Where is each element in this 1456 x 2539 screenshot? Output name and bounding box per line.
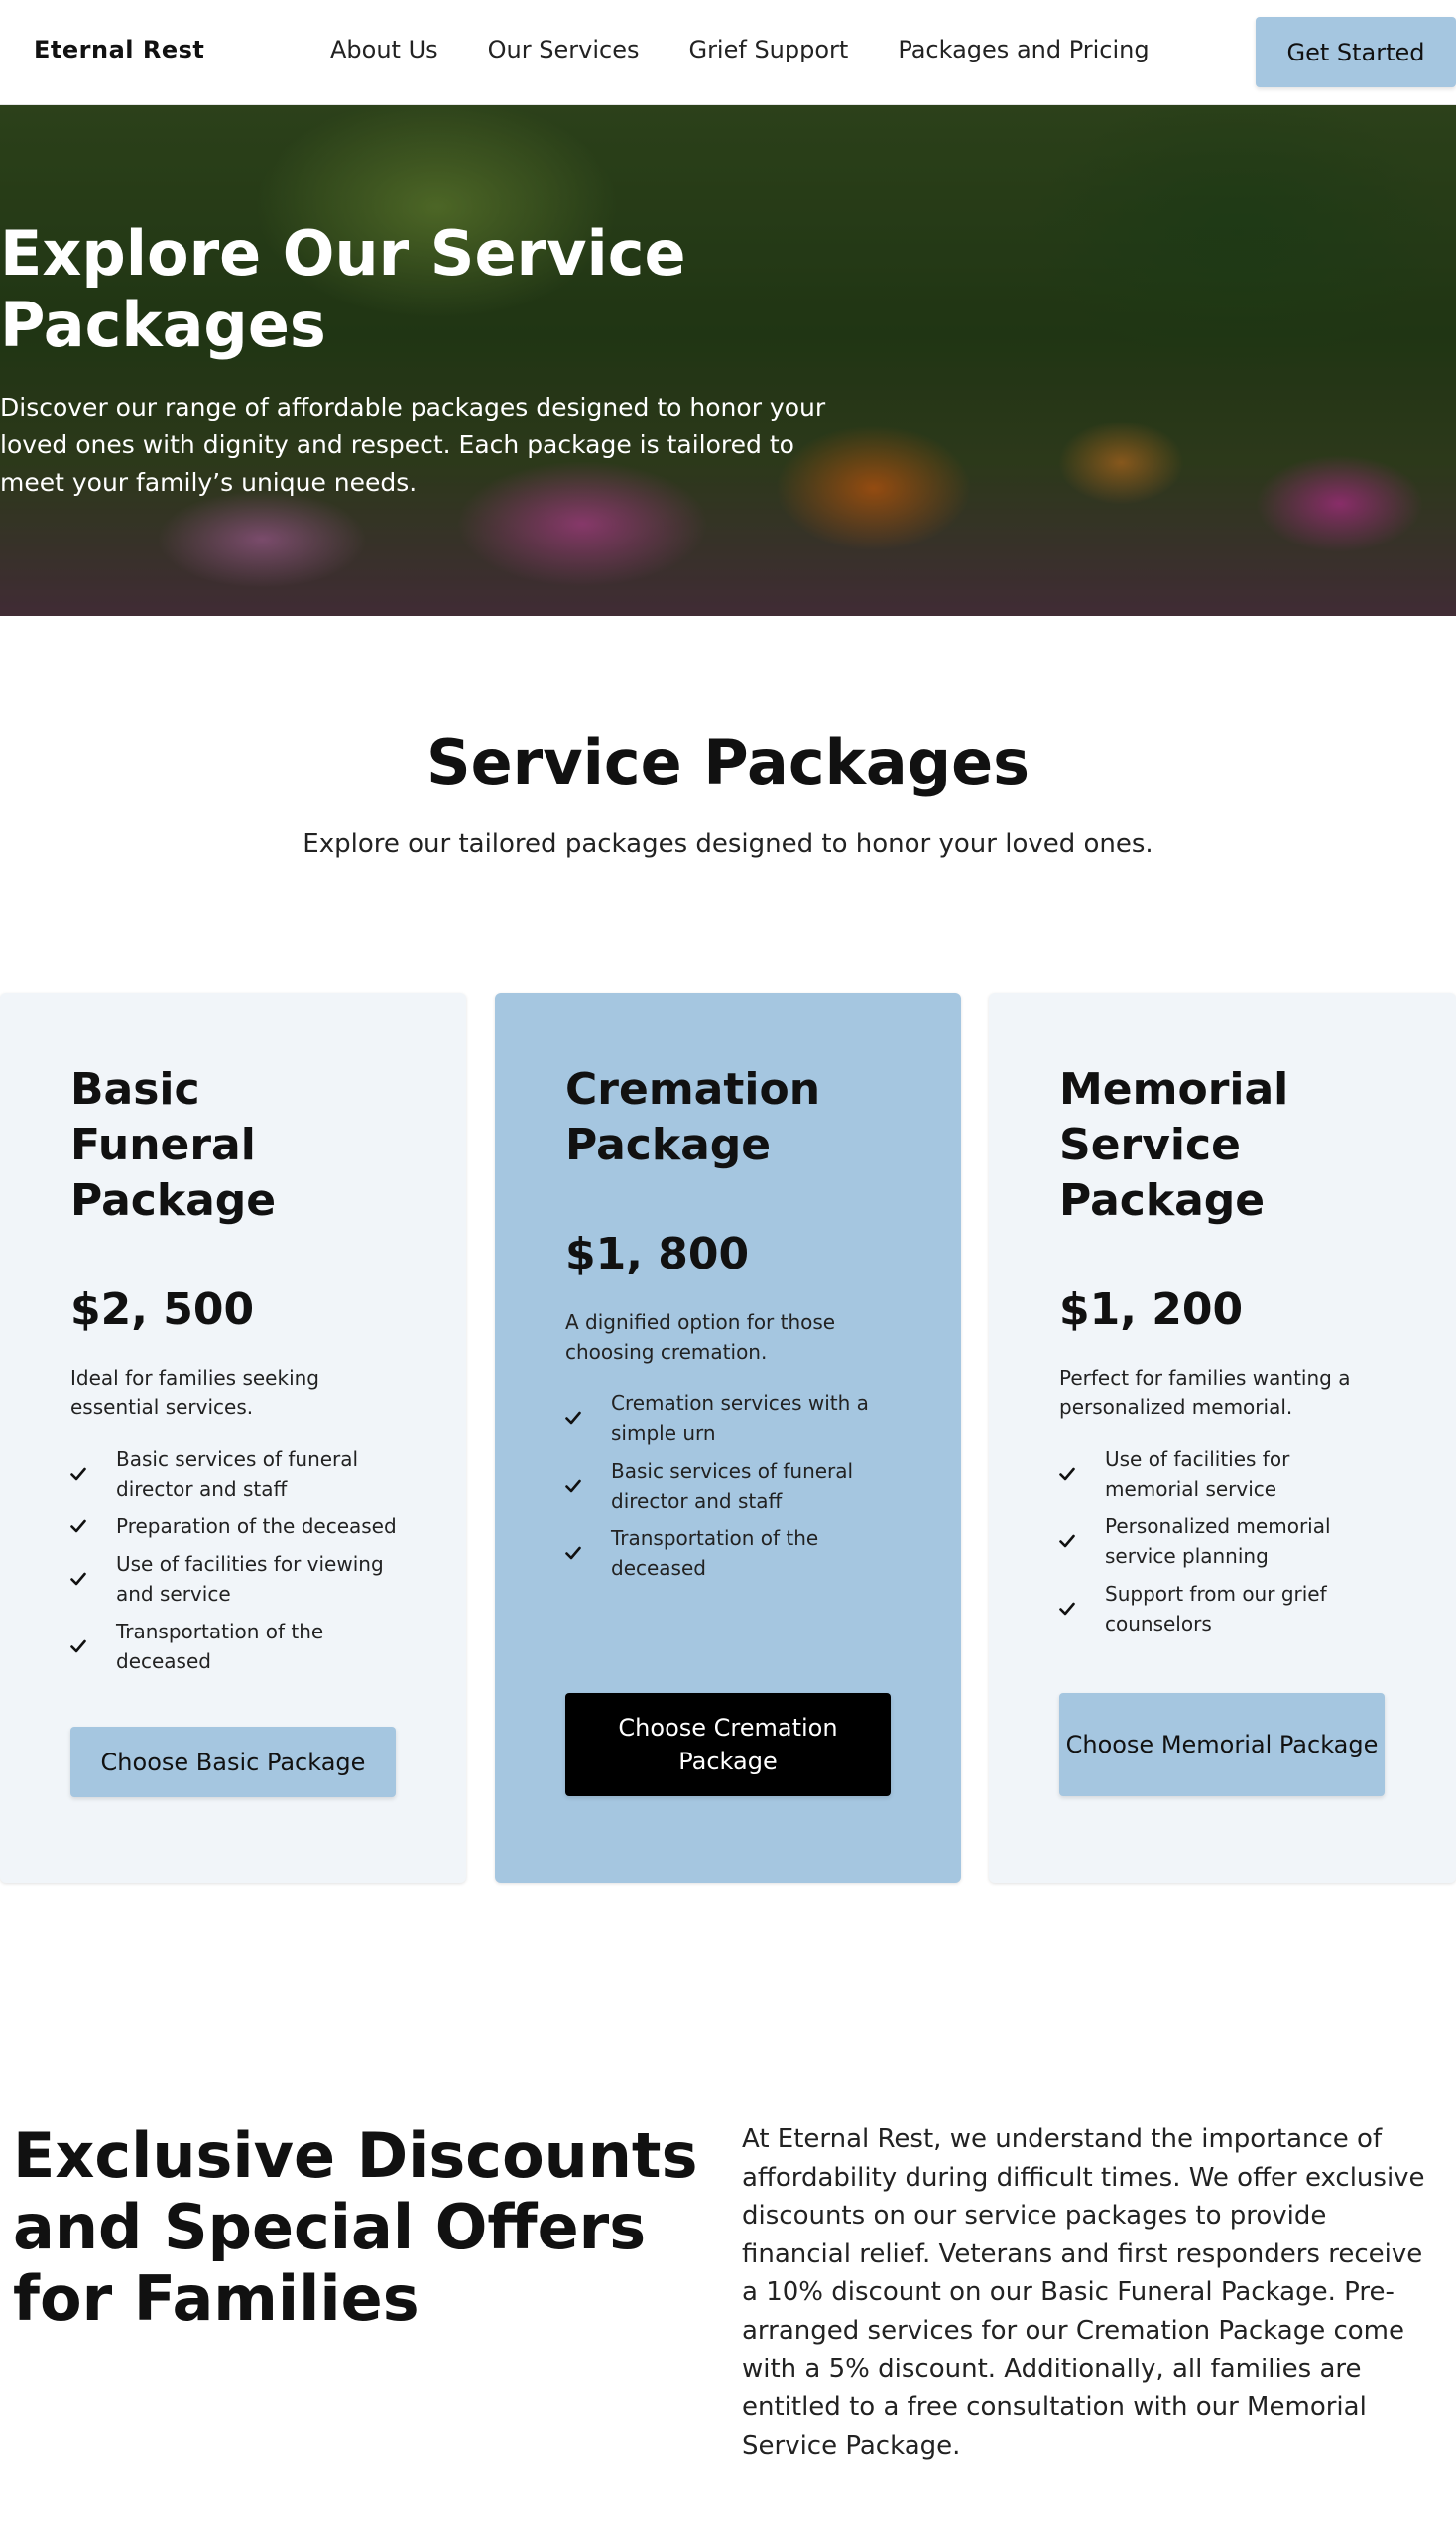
feature-item: [1059, 1444, 1387, 1504]
feature-list: [565, 1389, 893, 1583]
package-title: Cremation Package: [565, 1064, 821, 1170]
feature-text: Cremation services with a simple urn: [611, 1391, 869, 1445]
top-nav: [0, 0, 1456, 105]
packages-section-title: Service Packages: [425, 726, 1031, 798]
feature-list: [1059, 1444, 1387, 1638]
nav-link-our-services[interactable]: Our Services: [487, 36, 640, 63]
feature-item: [70, 1617, 398, 1676]
feature-list: [70, 1444, 398, 1676]
package-card-basic: [0, 993, 466, 1883]
check-icon: [1059, 1602, 1079, 1616]
check-icon: [70, 1639, 90, 1653]
choose-basic-package-button[interactable]: Choose Basic Package: [70, 1727, 396, 1797]
check-icon: [70, 1572, 90, 1586]
packages-section-subtitle: Explore our tailored packages designed to honor your loved ones.: [303, 829, 1153, 859]
feature-item: [1059, 1579, 1387, 1638]
hero-title: Explore Our Service Packages: [0, 217, 686, 361]
package-card-memorial: [989, 993, 1456, 1883]
feature-item: [565, 1389, 893, 1448]
hero-text: Discover our range of affordable packages designed to honor your loved ones with dignity and respect. Each package is tailored to meet your family’s unique needs.: [0, 393, 826, 497]
feature-item: [1059, 1511, 1387, 1571]
check-icon: [1059, 1467, 1079, 1481]
package-description: Perfect for families wanting a personalized memorial.: [1059, 1366, 1351, 1419]
check-icon: [1059, 1534, 1079, 1548]
feature-item: [70, 1549, 398, 1609]
package-price: $2, 500: [70, 1284, 255, 1335]
site-logo[interactable]: Eternal Rest: [34, 36, 205, 63]
feature-item: [70, 1444, 398, 1504]
choose-memorial-package-button[interactable]: Choose Memorial Package: [1059, 1693, 1385, 1796]
feature-item: [565, 1456, 893, 1515]
feature-item: [565, 1523, 893, 1583]
discounts-title: Exclusive Discounts and Special Offers for Families: [13, 2119, 698, 2335]
package-description: A dignified option for those choosing cremation.: [565, 1310, 836, 1364]
feature-text: Use of facilities for viewing and service: [116, 1552, 384, 1606]
hero-content: [0, 218, 853, 502]
feature-text: Transportation of the deceased: [116, 1620, 324, 1673]
feature-text: Use of facilities for memorial service: [1105, 1447, 1290, 1501]
package-title: Basic Funeral Package: [70, 1064, 277, 1226]
nav-link-about-us[interactable]: About Us: [330, 36, 438, 63]
discounts-text: At Eternal Rest, we understand the importance of affordability during difficult times. We offer exclusive discounts on our service packages to provide financial relief. Veterans and first responders receive a 10% discount on our Basic Funeral Package. Pre-arranged services for our Cremation Package come with a 5% discount. Additionally, all families are entitled to a free consultation with our Memorial Service Package.: [742, 2124, 1425, 2461]
feature-item: [70, 1511, 398, 1541]
feature-text: Basic services of funeral director and staff: [116, 1447, 359, 1501]
nav-link-grief-support[interactable]: Grief Support: [688, 36, 849, 63]
feature-text: Transportation of the deceased: [611, 1526, 819, 1580]
package-price: $1, 200: [1059, 1284, 1244, 1335]
package-description: Ideal for families seeking essential services.: [70, 1366, 319, 1419]
choose-cremation-package-button[interactable]: Choose Cremation Package: [565, 1693, 891, 1796]
check-icon: [70, 1519, 90, 1533]
hero-banner: [0, 105, 1456, 616]
nav-links: [330, 36, 1150, 63]
nav-link-packages-pricing[interactable]: Packages and Pricing: [898, 36, 1150, 63]
feature-text: Basic services of funeral director and staff: [611, 1459, 854, 1512]
package-card-cremation: [495, 993, 961, 1883]
get-started-button[interactable]: Get Started: [1256, 17, 1456, 87]
check-icon: [565, 1411, 585, 1425]
check-icon: [565, 1479, 585, 1493]
check-icon: [70, 1467, 90, 1481]
package-title: Memorial Service Package: [1059, 1064, 1289, 1226]
feature-text: Support from our grief counselors: [1105, 1582, 1327, 1635]
feature-text: Preparation of the deceased: [116, 1514, 397, 1538]
check-icon: [565, 1546, 585, 1560]
package-price: $1, 800: [565, 1229, 750, 1279]
feature-text: Personalized memorial service planning: [1105, 1514, 1331, 1568]
